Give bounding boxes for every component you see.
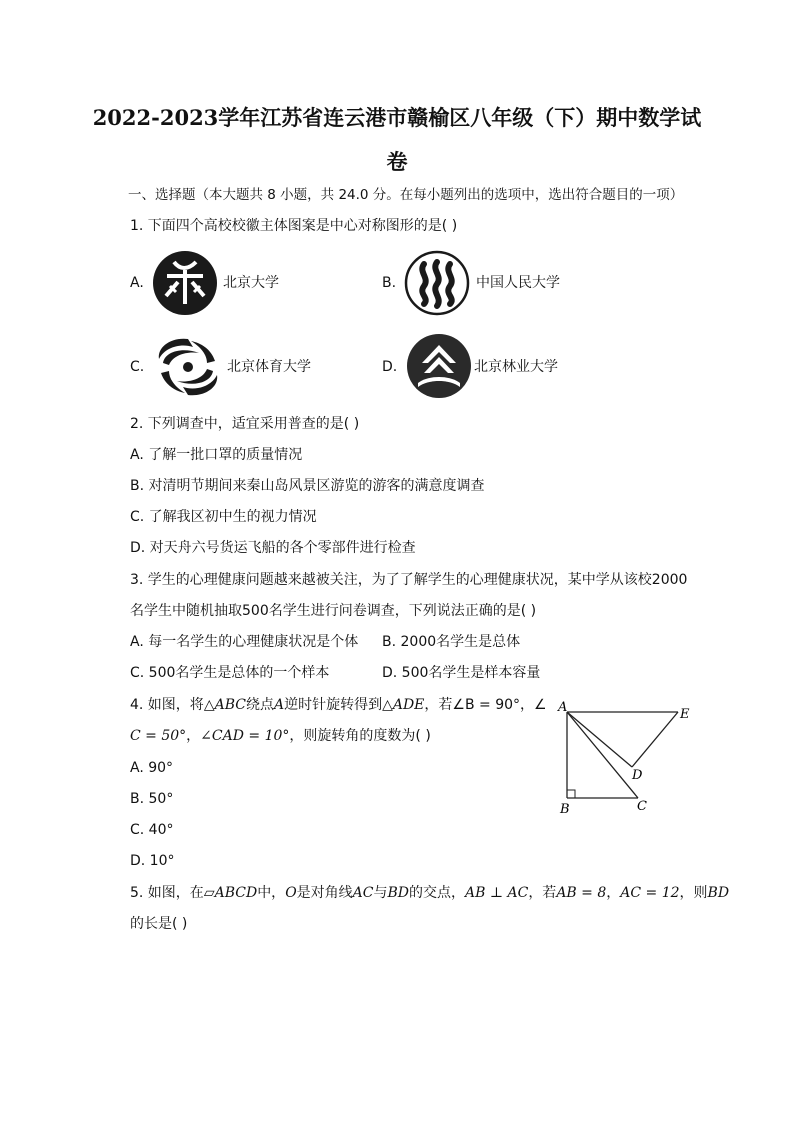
question-3-stem-line2: 名学生中随机抽取500名学生进行问卷调查，下列说法正确的是( ) — [130, 603, 537, 619]
q1-option-d-label: 北京林业大学 — [474, 359, 558, 375]
q5-ac-value: AC = 12 — [620, 885, 680, 901]
question-5-stem-line1 — [130, 883, 729, 903]
q4-question-tail: ，则旋转角的度数为( ) — [289, 728, 431, 744]
q5-text-e: 是对角线 — [296, 885, 353, 901]
q4-angle-cad: ∠CAD = 10° — [200, 728, 290, 744]
q5-ab-value: AB = 8 — [556, 885, 607, 901]
q2-option-d: D. 对天舟六号货运飞船的各个零部件进行检查 — [130, 540, 416, 556]
question-5-stem-line2: 的长是( ) — [130, 916, 188, 932]
question-4-stem-line1 — [130, 695, 547, 715]
q5-text-g: 与 — [373, 885, 388, 901]
question-2-stem: 2. 下列调查中，适宜采用普查的是( ) — [130, 416, 360, 432]
q5-ac: AC — [352, 885, 374, 901]
q4-geometry-figure — [552, 698, 702, 824]
q4-point-a: A — [273, 697, 285, 713]
q4-text-c: 绕点 — [245, 697, 274, 713]
sport-university-emblem-icon — [153, 333, 223, 405]
q4-option-a: A. 90° — [130, 760, 174, 776]
q3-option-d: D. 500名学生是样本容量 — [382, 665, 541, 681]
q2-option-c: C. 了解我区初中生的视力情况 — [130, 509, 317, 525]
q4-label-c: C — [637, 799, 647, 814]
peking-university-emblem-icon — [152, 250, 218, 320]
doc-title-line1: 2022-2023学年江苏省连云港市赣榆区八年级（下）期中数学试 — [92, 105, 702, 130]
q4-label-d: D — [632, 768, 643, 783]
q3-option-c: C. 500名学生是总体的一个样本 — [130, 665, 330, 681]
q5-point-o: O — [285, 885, 297, 901]
q4-label-a: A — [558, 700, 568, 715]
q1-option-a-label: 北京大学 — [223, 275, 279, 291]
question-1-stem: 1. 下面四个高校校徽主体图案是中心对称图形的是( ) — [130, 218, 458, 234]
q4-angle-c: C = 50° — [130, 728, 187, 744]
q5-text-i: 的交点， — [409, 885, 466, 901]
q5-parallelogram: ▱ABCD — [203, 885, 258, 901]
q4-comma: ， — [186, 728, 201, 744]
q4-option-c: C. 40° — [130, 822, 174, 838]
q2-option-b: B. 对清明节期间来秦山岛风景区游览的游客的满意度调查 — [130, 478, 485, 494]
q4-triangle-ade: △ADE — [382, 697, 425, 713]
renmin-university-emblem-icon — [404, 250, 470, 320]
q1-option-c-letter: C. — [130, 359, 145, 375]
q5-text-a: 5. 如图，在 — [130, 885, 204, 901]
q4-label-b: B — [560, 802, 570, 817]
q3-option-a: A. 每一名学生的心理健康状况是个体 — [130, 634, 359, 650]
q4-text-e: 逆时针旋转得到 — [284, 697, 383, 713]
doc-title-line2: 卷 — [386, 149, 408, 174]
q5-text-m: ， — [606, 885, 621, 901]
section-heading: 一、选择题（本大题共 8 小题，共 24.0 分。在每小题列出的选项中，选出符合题目的一项） — [128, 187, 684, 203]
q1-option-c-label: 北京体育大学 — [227, 359, 311, 375]
q5-text-k: ，若 — [528, 885, 557, 901]
q4-option-b: B. 50° — [130, 791, 174, 807]
q2-option-a: A. 了解一批口罩的质量情况 — [130, 447, 303, 463]
question-3-stem-line1: 3. 学生的心理健康问题越来越被关注，为了了解学生的心理健康状况，某中学从该校2000 — [130, 572, 688, 588]
q4-text-a: 4. 如图，将 — [130, 697, 204, 713]
q4-label-e: E — [680, 707, 690, 722]
q4-text-g: ，若∠B = 90°，∠ — [424, 697, 547, 713]
q5-bd: BD — [387, 885, 410, 901]
q5-text-o: ，则 — [679, 885, 708, 901]
q5-text-c: 中， — [257, 885, 286, 901]
q1-option-b-label: 中国人民大学 — [476, 275, 560, 291]
q5-bd-target: BD — [707, 885, 730, 901]
question-4-stem-line2 — [130, 726, 431, 746]
q4-triangle-abc: △ABC — [203, 697, 246, 713]
q1-option-b-letter: B. — [382, 275, 397, 291]
q1-option-d-letter: D. — [382, 359, 398, 375]
q4-option-d: D. 10° — [130, 853, 175, 869]
q5-perpendicular: AB ⊥ AC — [465, 885, 529, 901]
q1-option-a-letter: A. — [130, 275, 144, 291]
forestry-university-emblem-icon — [406, 333, 472, 403]
q3-option-b: B. 2000名学生是总体 — [382, 634, 521, 650]
